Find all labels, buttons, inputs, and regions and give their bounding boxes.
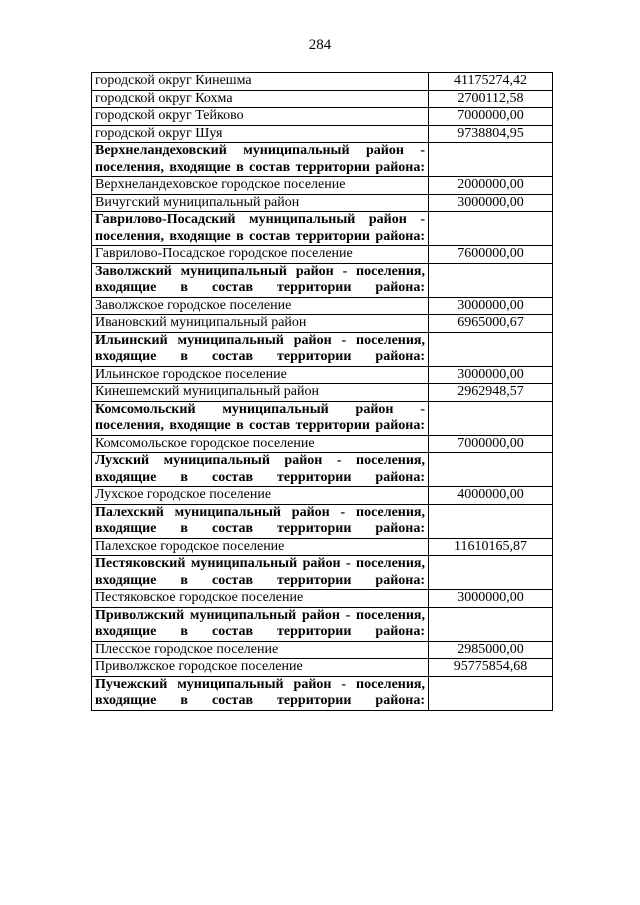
table-row: [92, 177, 553, 195]
row-name-cell: городской округ Тейково: [92, 108, 429, 126]
row-name-cell: Пучежский муниципальный район - поселения, входящие в состав территории района:: [92, 676, 429, 710]
row-name-cell: Приволжское городское поселение: [92, 659, 429, 677]
table-row: [92, 384, 553, 402]
row-amount-cell: [429, 332, 553, 366]
row-name-cell: Лухское городское поселение: [92, 487, 429, 505]
table-row: [92, 435, 553, 453]
row-amount-cell: [429, 453, 553, 487]
table-row: [92, 125, 553, 143]
table-group-row: [92, 607, 553, 641]
row-name-cell: Ильинское городское поселение: [92, 366, 429, 384]
row-name-cell: Верхнеландеховское городское поселение: [92, 177, 429, 195]
row-name-cell: Вичугский муниципальный район: [92, 194, 429, 212]
page-number: 284: [308, 37, 332, 53]
table-row: [92, 246, 553, 264]
table-row: [92, 108, 553, 126]
table-row: [92, 73, 553, 91]
table-group-row: [92, 453, 553, 487]
budget-table: [91, 72, 553, 711]
row-amount-cell: 3000000,00: [429, 194, 553, 212]
row-amount-cell: 2000000,00: [429, 177, 553, 195]
table-group-row: [92, 143, 553, 177]
row-amount-cell: 2985000,00: [429, 641, 553, 659]
table-group-row: [92, 401, 553, 435]
row-name-cell: Палехское городское поселение: [92, 538, 429, 556]
row-name-cell: Комсомольский муниципальный район - поселения, входящие в состав территории района:: [92, 401, 429, 435]
row-amount-cell: 7000000,00: [429, 435, 553, 453]
row-amount-cell: 2962948,57: [429, 384, 553, 402]
row-amount-cell: [429, 263, 553, 297]
row-name-cell: Заволжский муниципальный район - поселения, входящие в состав территории района:: [92, 263, 429, 297]
row-amount-cell: 3000000,00: [429, 366, 553, 384]
row-name-cell: Пестяковское городское поселение: [92, 590, 429, 608]
row-amount-cell: 4000000,00: [429, 487, 553, 505]
table-group-row: [92, 332, 553, 366]
row-amount-cell: 95775854,68: [429, 659, 553, 677]
row-name-cell: Палехский муниципальный район - поселения, входящие в состав территории района:: [92, 504, 429, 538]
row-amount-cell: [429, 676, 553, 710]
table-row: [92, 659, 553, 677]
table-row: [92, 90, 553, 108]
row-amount-cell: [429, 556, 553, 590]
row-amount-cell: 3000000,00: [429, 590, 553, 608]
row-amount-cell: 9738804,95: [429, 125, 553, 143]
row-name-cell: Кинешемский муниципальный район: [92, 384, 429, 402]
row-name-cell: Лухский муниципальный район - поселения, входящие в состав территории района:: [92, 453, 429, 487]
row-name-cell: Гаврилово-Посадский муниципальный район - поселения, входящие в состав территории района:: [92, 212, 429, 246]
row-name-cell: Плесское городское поселение: [92, 641, 429, 659]
row-amount-cell: 2700112,58: [429, 90, 553, 108]
row-name-cell: Ивановский муниципальный район: [92, 315, 429, 333]
row-name-cell: Ильинский муниципальный район - поселения, входящие в состав территории района:: [92, 332, 429, 366]
row-name-cell: Пестяковский муниципальный район - поселения, входящие в состав территории района:: [92, 556, 429, 590]
row-amount-cell: 7600000,00: [429, 246, 553, 264]
table-row: [92, 538, 553, 556]
row-amount-cell: 41175274,42: [429, 73, 553, 91]
table-row: [92, 366, 553, 384]
row-amount-cell: 7000000,00: [429, 108, 553, 126]
table-group-row: [92, 212, 553, 246]
row-name-cell: Верхнеландеховский муниципальный район - поселения, входящие в состав территории района:: [92, 143, 429, 177]
row-amount-cell: [429, 401, 553, 435]
table-row: [92, 641, 553, 659]
table-group-row: [92, 556, 553, 590]
row-amount-cell: 6965000,67: [429, 315, 553, 333]
row-amount-cell: 11610165,87: [429, 538, 553, 556]
row-name-cell: городской округ Шуя: [92, 125, 429, 143]
row-name-cell: Заволжское городское поселение: [92, 297, 429, 315]
table-row: [92, 315, 553, 333]
row-amount-cell: [429, 212, 553, 246]
row-amount-cell: [429, 504, 553, 538]
row-name-cell: городской округ Кинешма: [92, 73, 429, 91]
row-amount-cell: [429, 607, 553, 641]
row-amount-cell: [429, 143, 553, 177]
table-group-row: [92, 504, 553, 538]
table-row: [92, 590, 553, 608]
table-row: [92, 487, 553, 505]
row-name-cell: Гаврилово-Посадское городское поселение: [92, 246, 429, 264]
row-name-cell: городской округ Кохма: [92, 90, 429, 108]
table-row: [92, 194, 553, 212]
row-name-cell: Комсомольское городское поселение: [92, 435, 429, 453]
table-group-row: [92, 676, 553, 710]
table-row: [92, 297, 553, 315]
table-group-row: [92, 263, 553, 297]
row-name-cell: Приволжский муниципальный район - поселения, входящие в состав территории района:: [92, 607, 429, 641]
row-amount-cell: 3000000,00: [429, 297, 553, 315]
budget-table-body: [92, 73, 553, 711]
